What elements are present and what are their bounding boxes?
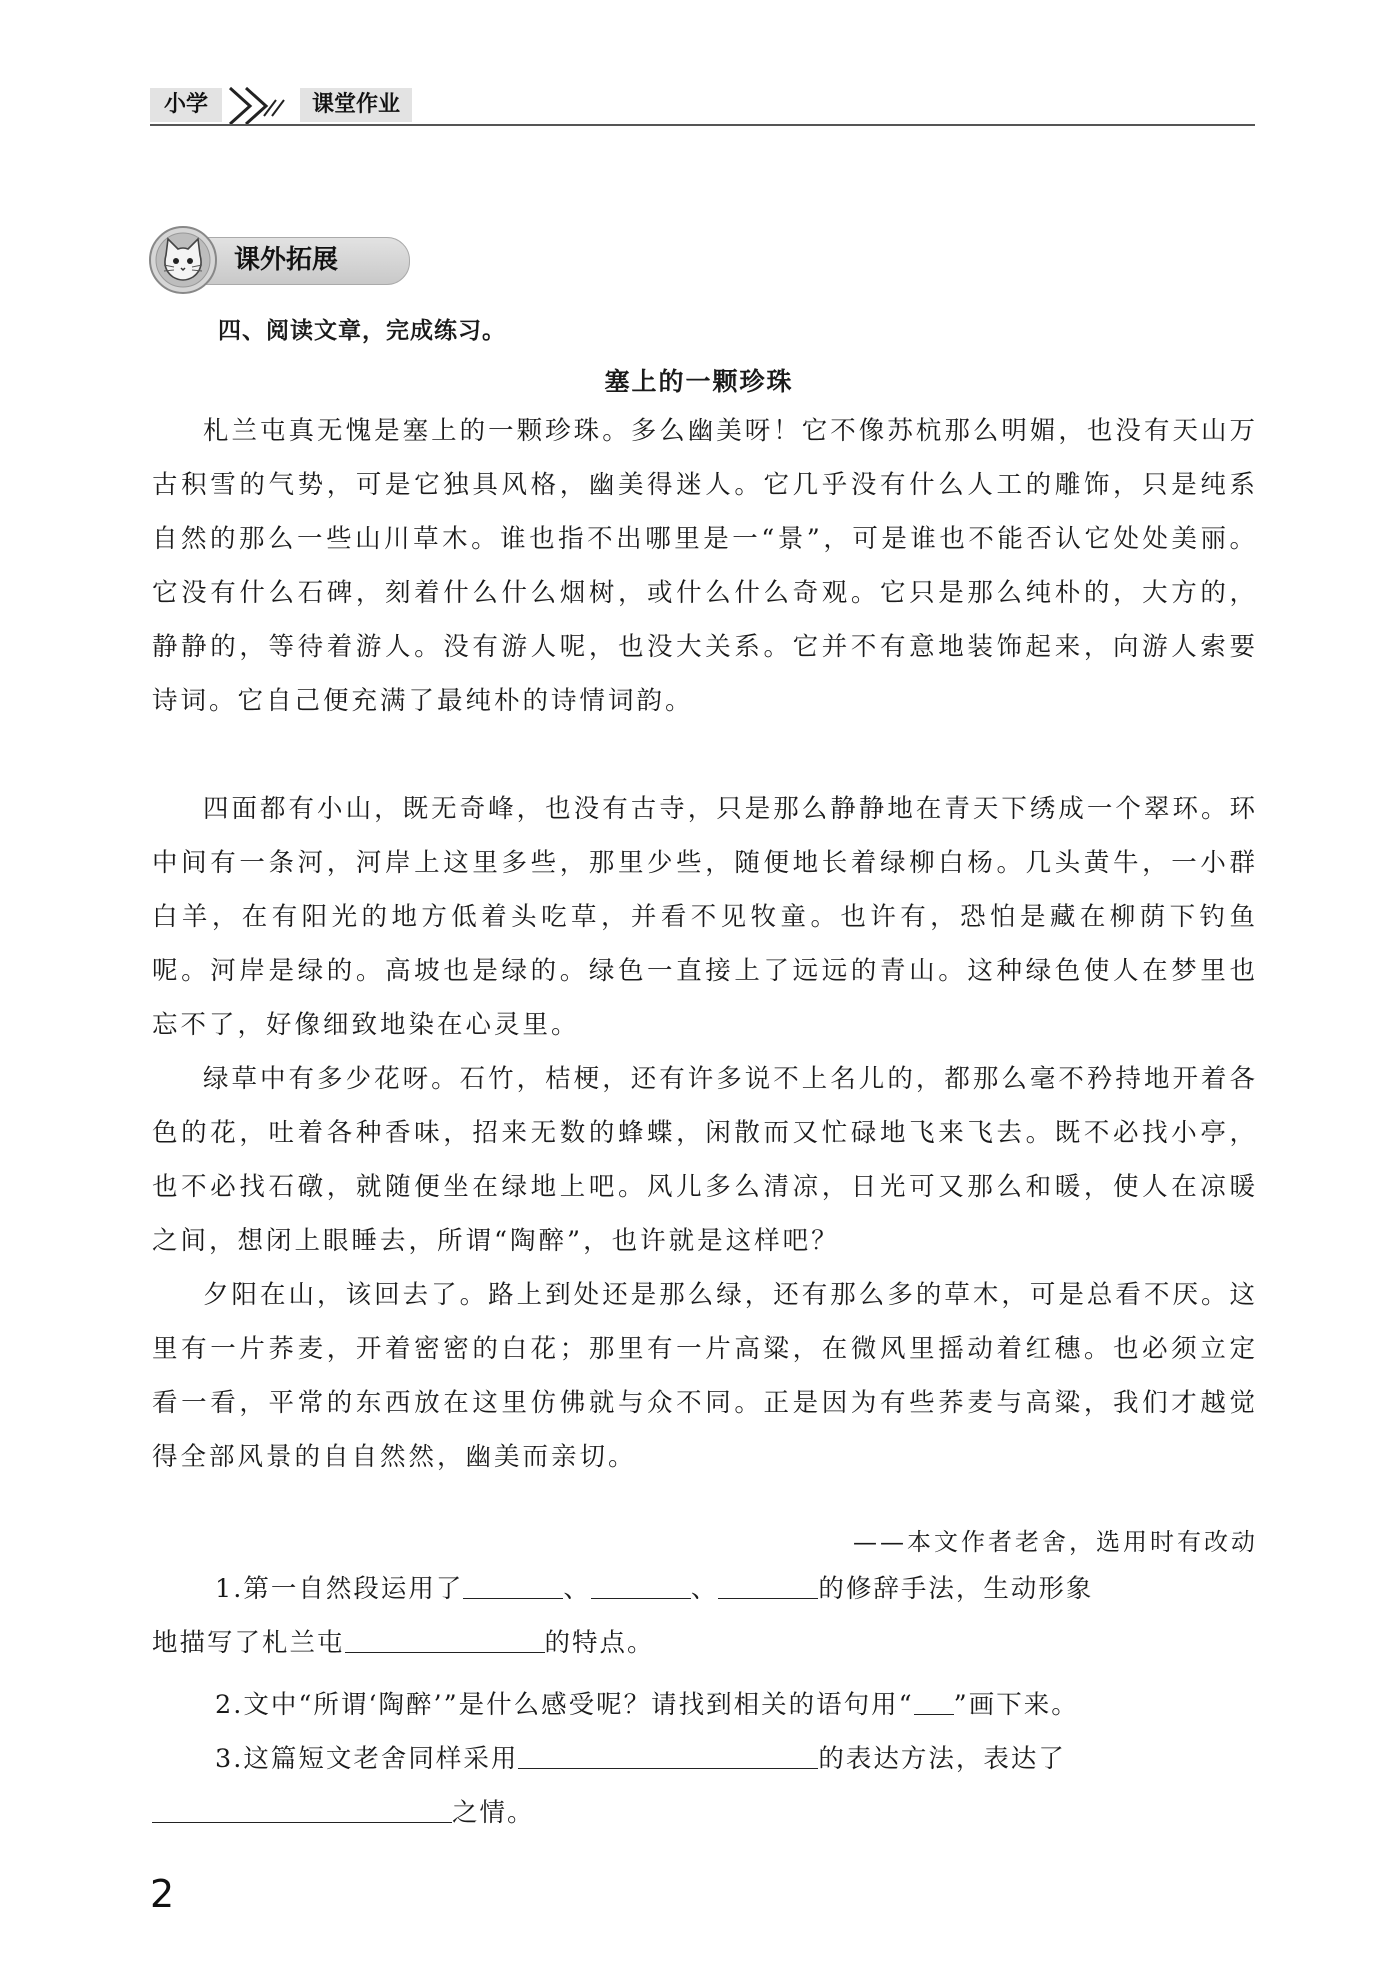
section-badge	[148, 225, 410, 295]
question-2	[152, 1678, 1262, 1732]
answer-blank[interactable]	[914, 1688, 954, 1715]
header-title: 课堂作业	[300, 88, 412, 122]
exercise-instruction: 四、阅读文章，完成练习。	[218, 318, 506, 344]
question-1-separator: 、	[690, 1574, 719, 1604]
answer-blank[interactable]	[345, 1626, 545, 1653]
question-1-text: 的修辞手法，生动形象	[818, 1574, 1094, 1604]
question-2-text: ”画下来。	[953, 1690, 1079, 1720]
question-1-text: 地描写了札兰屯	[152, 1628, 345, 1658]
article-paragraph: 绿草中有多少花呀。石竹，桔梗，还有许多说不上名儿的，都那么毫不矜持地开着各色的花，吐着各种香味，招来无数的蜂蝶，闲散而又忙碌地飞来飞去。既不必找小亭，也不必找石礅，就随便坐在绿地上吧。风儿多么清凉，日光可又那么和暖，使人在凉暖之间，想闭上眼睡去，所谓“陶醉”，也许就是这样吧？	[152, 1064, 1258, 1256]
question-1-text: 的特点。	[544, 1628, 655, 1658]
article-attribution: ——本文作者老舍，选用时有改动	[853, 1528, 1258, 1556]
page-header	[150, 86, 1250, 126]
answer-blank[interactable]	[591, 1572, 691, 1599]
article-paragraph: 四面都有小山，既无奇峰，也没有古寺，只是那么静静地在青天下绣成一个翠环。环中间有一条河，河岸上这里多些，那里少些，随便地长着绿柳白杨。几头黄牛，一小群白羊，在有阳光的地方低着头吃草，并看不见牧童。也许有，恐怕是藏在柳荫下钓鱼呢。河岸是绿的。高坡也是绿的。绿色一直接上了远远的青山。这种绿色使人在梦里也忘不了，好像细致地染在心灵里。	[152, 794, 1258, 1040]
answer-blank[interactable]	[463, 1572, 563, 1599]
article-title: 塞上的一颗珍珠	[604, 367, 794, 396]
question-3-text: 3.这篇短文老舍同样采用	[215, 1744, 519, 1774]
section-label: 课外拓展	[234, 245, 339, 275]
page-number: 2	[150, 1872, 175, 1916]
question-2-text: 2.文中“所谓‘陶醉’”是什么感受呢？请找到相关的语句用“	[215, 1690, 914, 1720]
question-3-text: 的表达方法，表达了	[818, 1744, 1066, 1774]
header-rule	[150, 124, 1255, 126]
cat-face-icon	[148, 225, 218, 295]
double-chevron-icon	[224, 86, 294, 126]
header-level-tag: 小学	[150, 88, 222, 122]
question-3	[152, 1732, 1262, 1840]
question-1-separator: 、	[563, 1574, 591, 1604]
answer-blank[interactable]	[152, 1796, 452, 1823]
answer-blank[interactable]	[518, 1742, 818, 1769]
question-3-text: 之情。	[452, 1798, 535, 1828]
article-paragraph: 札兰屯真无愧是塞上的一颗珍珠。多么幽美呀！它不像苏杭那么明媚，也没有天山万古积雪的气势，可是它独具风格，幽美得迷人。它几乎没有什么人工的雕饰，只是纯系自然的那么一些山川草木。谁也指不出哪里是一“景”，可是谁也不能否认它处处美丽。它没有什么石碑，刻着什么什么烟树，或什么什么奇观。它只是那么纯朴的，大方的，静静的，等待着游人。没有游人呢，也没大关系。它并不有意地装饰起来，向游人索要诗词。它自己便充满了最纯朴的诗情词韵。	[152, 416, 1258, 716]
answer-blank[interactable]	[718, 1572, 818, 1599]
article-paragraph: 夕阳在山，该回去了。路上到处还是那么绿，还有那么多的草木，可是总看不厌。这里有一片荞麦，开着密密的白花；那里有一片高粱，在微风里摇动着红穗。也必须立定看一看，平常的东西放在这里仿佛就与众不同。正是因为有些荞麦与高粱，我们才越觉得全部风景的自自然然，幽美而亲切。	[152, 1280, 1258, 1472]
question-1-text: 1.第一自然段运用了	[215, 1574, 464, 1604]
question-1	[152, 1562, 1262, 1670]
